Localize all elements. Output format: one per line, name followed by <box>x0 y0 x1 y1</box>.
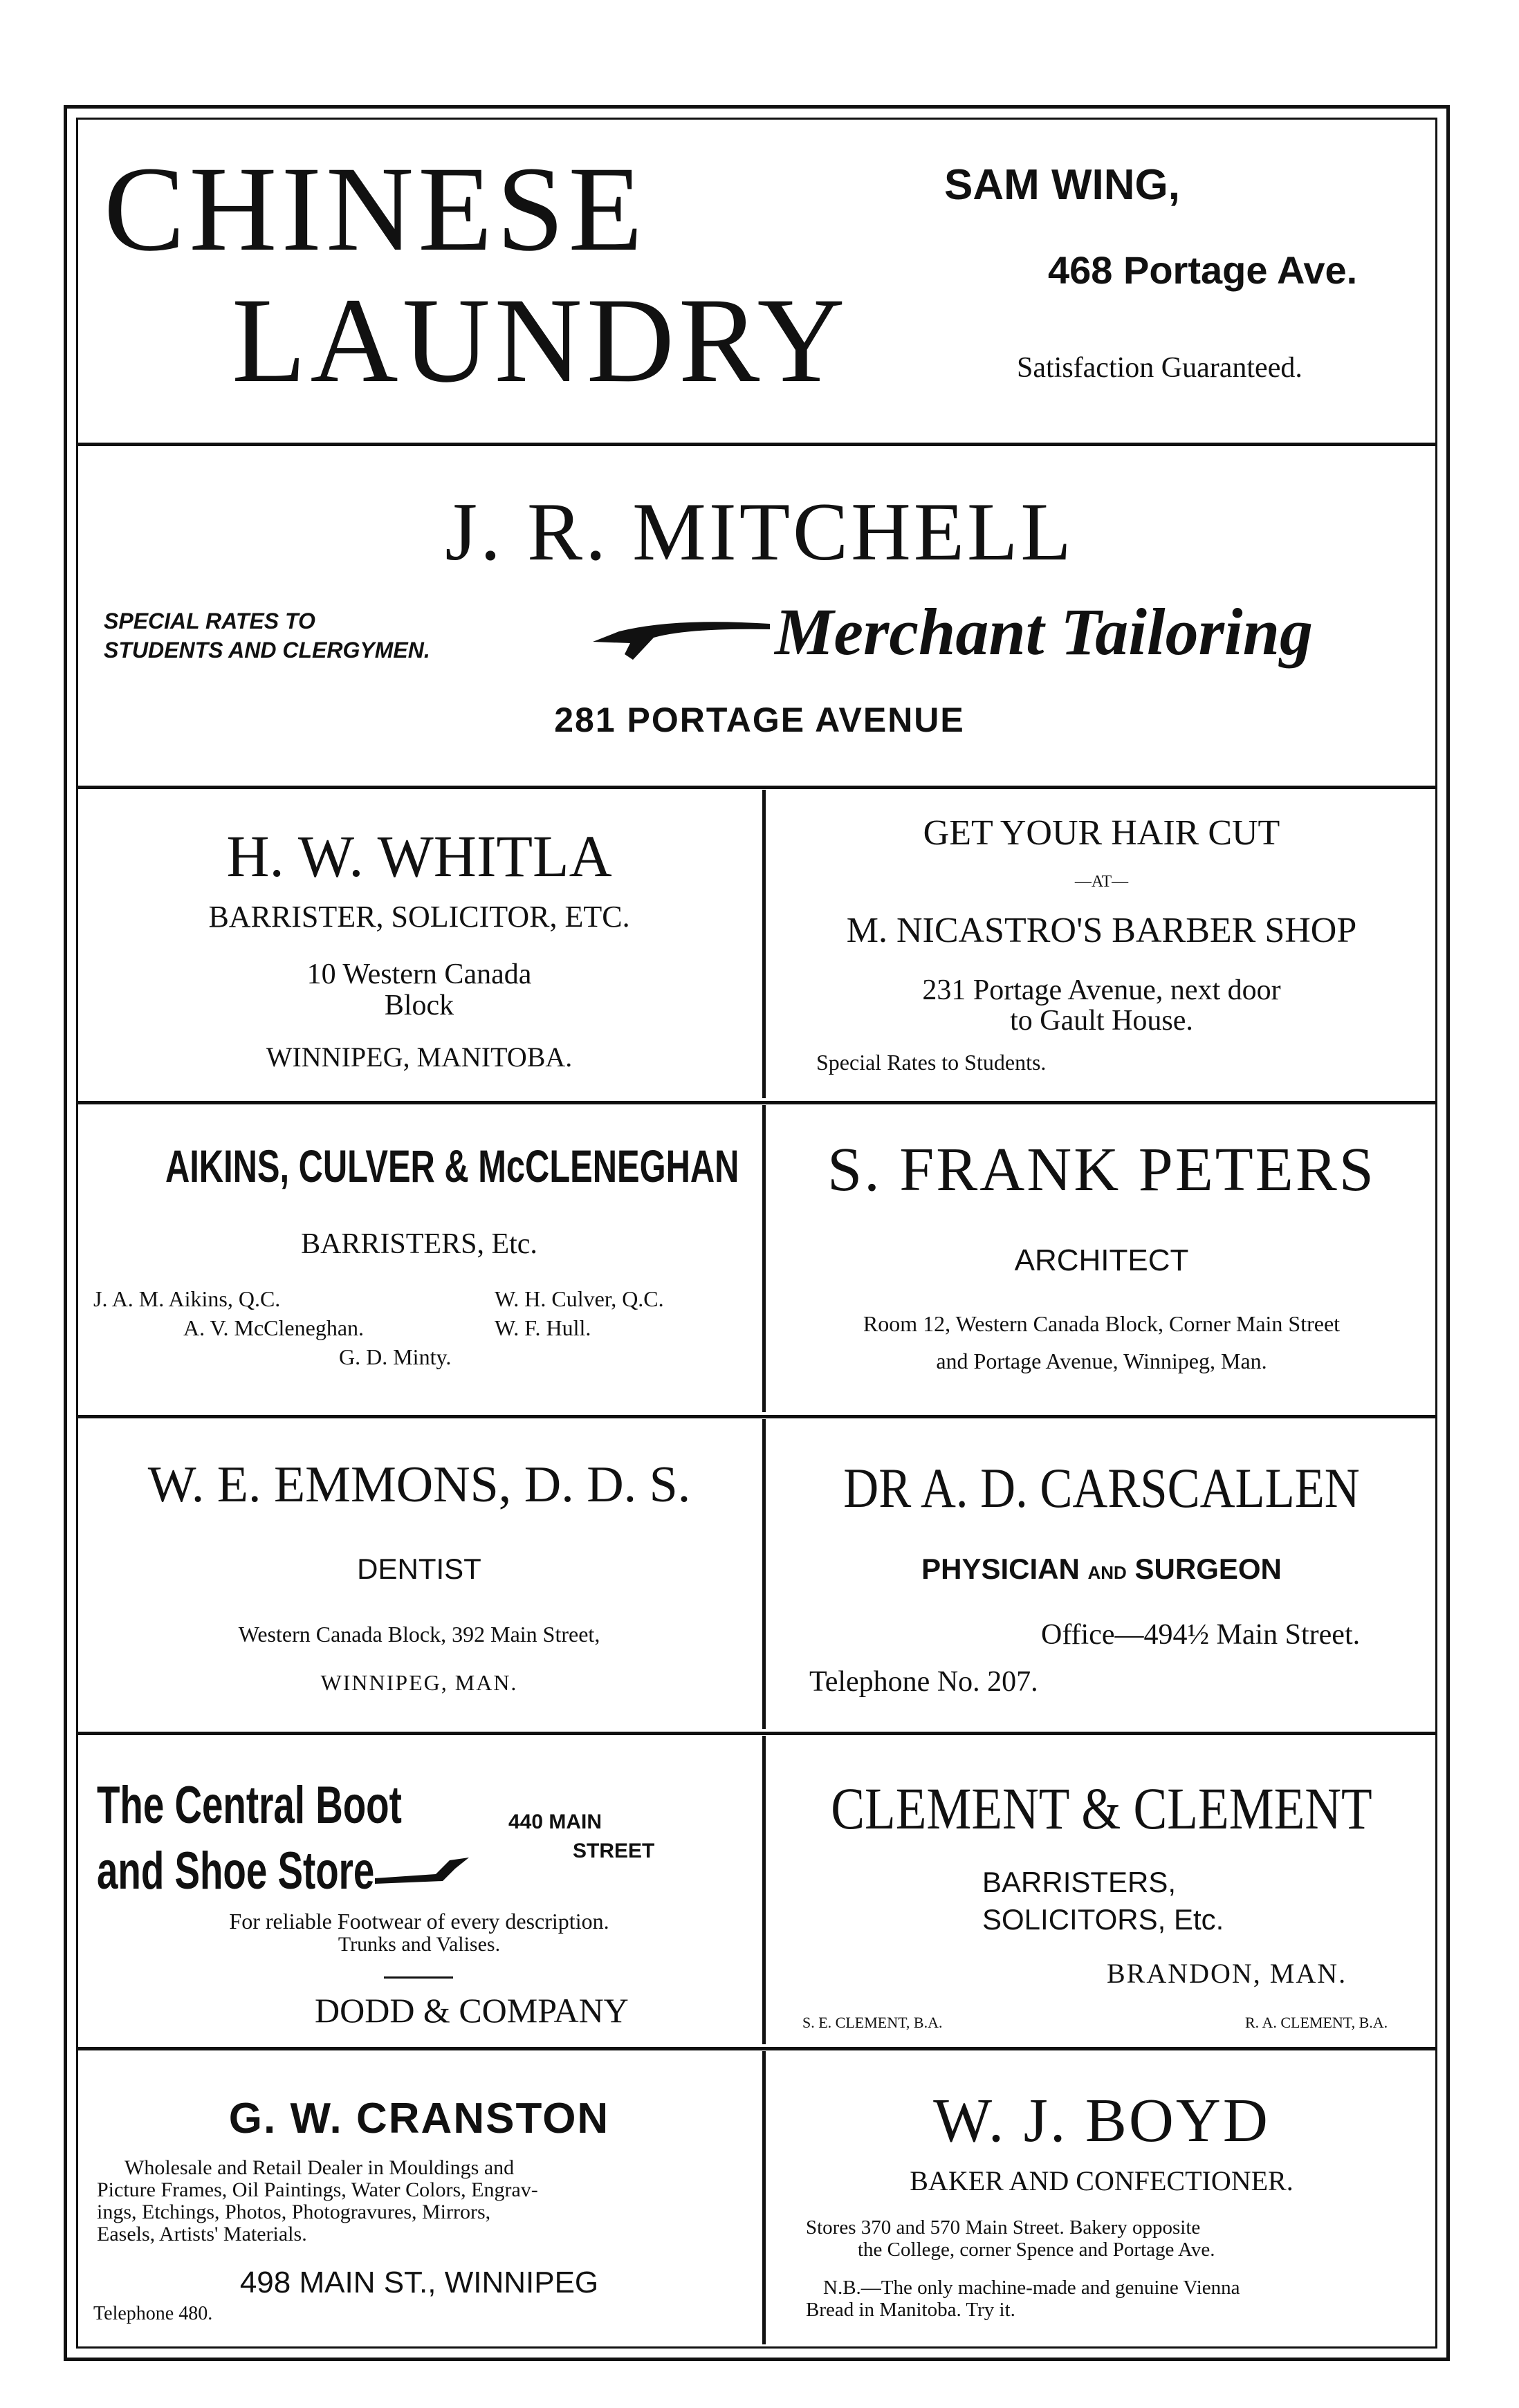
boot-title-line1: The Central Boot <box>97 1776 402 1835</box>
aikins-partner4: W. F. Hull. <box>495 1315 591 1340</box>
peters-address-line2: and Portage Avenue, Winnipeg, Man. <box>936 1349 1267 1373</box>
divider-4 <box>76 1415 1437 1418</box>
boot-desc-line1: For reliable Footwear of every description. <box>229 1909 609 1934</box>
emmons-name: W. E. EMMONS, D. D. S. <box>147 1456 691 1513</box>
cranston-telephone: Telephone 480. <box>93 2303 213 2324</box>
emmons-address: Western Canada Block, 392 Main Street, <box>238 1622 600 1647</box>
barber-headline: GET YOUR HAIR CUT <box>923 813 1280 853</box>
emmons-profession: DENTIST <box>357 1553 481 1585</box>
laundry-address: 468 Portage Ave. <box>1048 248 1358 292</box>
boot-address-line2: STREET <box>573 1840 655 1862</box>
peters-address-line1: Room 12, Western Canada Block, Corner Main Street <box>863 1311 1341 1336</box>
clement-profession-line1: BARRISTERS, <box>982 1866 1177 1898</box>
barber-address-line1: 231 Portage Avenue, next door <box>922 974 1281 1006</box>
clement-firm: CLEMENT & CLEMENT <box>831 1775 1372 1842</box>
boot-owner: DODD & COMPANY <box>315 1991 629 2030</box>
whitla-profession: BARRISTER, SOLICITOR, ETC. <box>208 900 630 934</box>
boot-rule <box>384 1976 453 1979</box>
cranston-desc-line1: Wholesale and Retail Dealer in Mouldings and <box>125 2156 515 2179</box>
boot-address-line1: 440 MAIN <box>508 1810 602 1833</box>
aikins-partner2: W. H. Culver, Q.C. <box>495 1286 664 1311</box>
barber-address-line2: to Gault House. <box>1010 1005 1193 1037</box>
laundry-tagline: Satisfaction Guaranteed. <box>1017 352 1302 384</box>
carscallen-profession-and: AND <box>1087 1562 1127 1583</box>
barber-rates: Special Rates to Students. <box>816 1050 1047 1075</box>
mitchell-rates-line1: SPECIAL RATES TO <box>104 609 315 633</box>
whitla-office-line1: 10 Western Canada <box>306 958 532 990</box>
emmons-city: WINNIPEG, MAN. <box>320 1670 518 1695</box>
clement-partner2: R. A. CLEMENT, B.A. <box>1245 2014 1388 2031</box>
aikins-partner3: A. V. McCleneghan. <box>183 1315 365 1340</box>
mitchell-address: 281 PORTAGE AVENUE <box>554 701 965 739</box>
whitla-name: H. W. WHITLA <box>226 823 612 889</box>
divider-2 <box>76 786 1437 789</box>
boyd-name: W. J. BOYD <box>933 2086 1270 2155</box>
laundry-title-line1: CHINESE <box>104 142 647 277</box>
carscallen-profession <box>766 1553 1437 1586</box>
peters-name: S. FRANK PETERS <box>827 1136 1376 1204</box>
cranston-name: G. W. CRANSTON <box>228 2095 610 2142</box>
aikins-firm: AIKINS, CULVER & McCLENEGHAN <box>165 1140 739 1192</box>
carscallen-office: Office—494½ Main Street. <box>1041 1619 1361 1651</box>
boyd-note-line2: Bread in Manitoba. Try it. <box>806 2299 1015 2321</box>
divider-3 <box>76 1101 1437 1104</box>
boyd-stores-line1: Stores 370 and 570 Main Street. Bakery opposite <box>806 2216 1201 2239</box>
barber-shop: M. NICASTRO'S BARBER SHOP <box>846 911 1357 950</box>
clement-city: BRANDON, MAN. <box>1107 1958 1347 1989</box>
carscallen-profession-a: PHYSICIAN <box>921 1553 1080 1585</box>
pointing-hand-icon <box>591 614 771 663</box>
barber-at: —AT— <box>1074 873 1129 891</box>
boyd-note-line1: N.B.—The only machine-made and genuine Vienna <box>823 2277 1240 2299</box>
cranston-address: 498 MAIN ST., WINNIPEG <box>239 2266 599 2299</box>
boyd-profession: BAKER AND CONFECTIONER. <box>910 2165 1294 2196</box>
clement-profession-line2: SOLICITORS, Etc. <box>982 1903 1224 1936</box>
cranston-desc-line2: Picture Frames, Oil Paintings, Water Colors, Engrav- <box>97 2178 538 2201</box>
whitla-office-line2: Block <box>384 990 454 1021</box>
laundry-proprietor: SAM WING, <box>944 161 1180 209</box>
aikins-profession: BARRISTERS, Etc. <box>301 1228 537 1260</box>
aikins-partner5: G. D. Minty. <box>339 1344 452 1369</box>
pointing-hand-icon <box>374 1853 470 1885</box>
divider-6 <box>76 2047 1437 2050</box>
carscallen-profession-b: SURGEON <box>1134 1553 1282 1585</box>
divider-1 <box>76 443 1437 446</box>
mitchell-name: J. R. MITCHELL <box>445 485 1074 577</box>
boot-desc-line2: Trunks and Valises. <box>338 1933 501 1956</box>
laundry-title-line2: LAUNDRY <box>232 273 849 408</box>
clement-partner1: S. E. CLEMENT, B.A. <box>802 2014 943 2031</box>
carscallen-name: DR A. D. CARSCALLEN <box>843 1456 1360 1519</box>
cranston-desc-line3: ings, Etchings, Photos, Photogravures, Mirrors, <box>97 2201 491 2223</box>
aikins-partner1: J. A. M. Aikins, Q.C. <box>93 1286 281 1311</box>
divider-5 <box>76 1732 1437 1735</box>
boyd-stores-line2: the College, corner Spence and Portage Ave. <box>858 2239 1215 2261</box>
boot-title-line2: and Shoe Store <box>97 1842 375 1900</box>
mitchell-business: Merchant Tailoring <box>775 595 1313 669</box>
mitchell-rates-line2: STUDENTS AND CLERGYMEN. <box>104 638 430 663</box>
carscallen-telephone: Telephone No. 207. <box>809 1666 1038 1698</box>
whitla-city: WINNIPEG, MANITOBA. <box>266 1041 573 1073</box>
column-divider-4 <box>762 1736 766 2044</box>
peters-profession: ARCHITECT <box>1014 1243 1189 1277</box>
cranston-desc-line4: Easels, Artists' Materials. <box>97 2223 307 2245</box>
